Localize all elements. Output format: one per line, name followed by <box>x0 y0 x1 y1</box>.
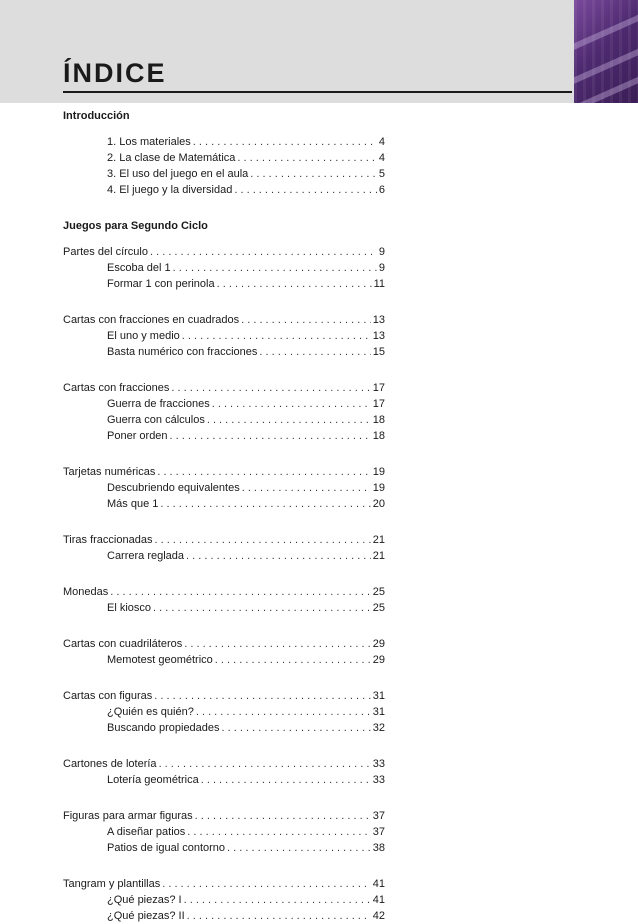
toc-group <box>63 312 385 360</box>
page-number: 37 <box>372 810 385 822</box>
entry-label: Figuras para armar figuras <box>63 810 193 822</box>
toc-subentry[interactable] <box>63 344 385 360</box>
page-number: 19 <box>372 482 385 494</box>
entry-label: Guerra de fracciones <box>107 398 210 410</box>
entry-label: 2. La clase de Matemática <box>107 152 236 164</box>
dot-leader <box>162 876 371 892</box>
toc-group <box>63 808 385 856</box>
toc-subentry[interactable] <box>63 260 385 276</box>
dot-leader <box>259 344 370 360</box>
page-title: ÍNDICE <box>63 58 167 88</box>
dot-leader <box>227 840 371 856</box>
toc-subentry[interactable] <box>63 496 385 512</box>
dot-leader <box>173 260 377 276</box>
entry-label: Cartones de lotería <box>63 758 157 770</box>
dot-leader <box>217 276 372 292</box>
dot-leader <box>110 584 370 600</box>
entry-label: Tarjetas numéricas <box>63 466 156 478</box>
entry-label: Poner orden <box>107 430 168 442</box>
entry-label: Patios de igual contorno <box>107 842 226 854</box>
toc-subentry[interactable] <box>63 840 385 856</box>
intro-list <box>63 134 385 198</box>
corner-photo <box>574 0 638 103</box>
toc-group <box>63 532 385 564</box>
entry-label: Tiras fraccionadas <box>63 534 153 546</box>
toc-entry[interactable] <box>63 464 385 480</box>
dot-leader <box>234 182 377 198</box>
section-heading-intro: Introducción <box>63 110 130 122</box>
toc-group <box>63 584 385 616</box>
page-number: 17 <box>372 398 385 410</box>
page-number: 9 <box>378 246 385 258</box>
entry-label: Descubriendo equivalentes <box>107 482 240 494</box>
toc-group <box>63 244 385 292</box>
dot-leader <box>241 312 371 328</box>
dot-leader <box>154 532 370 548</box>
entry-label: Tangram y plantillas <box>63 878 161 890</box>
dot-leader <box>237 150 376 166</box>
page-number: 42 <box>372 910 385 922</box>
toc-subentry[interactable] <box>63 652 385 668</box>
dot-leader <box>196 704 371 720</box>
toc-group <box>63 464 385 512</box>
entry-label: 1. Los materiales <box>107 136 191 148</box>
entry-label: Cartas con fracciones <box>63 382 170 394</box>
entry-label: 4. El juego y la diversidad <box>107 184 233 196</box>
dot-leader <box>195 808 371 824</box>
entry-label: El uno y medio <box>107 330 180 342</box>
dot-leader <box>187 908 371 924</box>
page-number: 25 <box>372 586 385 598</box>
toc-group <box>63 636 385 668</box>
dot-leader <box>170 428 371 444</box>
entry-label: Cartas con fracciones en cuadrados <box>63 314 240 326</box>
entry-label: El kiosco <box>107 602 152 614</box>
toc-subentry[interactable] <box>63 480 385 496</box>
page-number: 41 <box>372 878 385 890</box>
page-number: 25 <box>372 602 385 614</box>
dot-leader <box>153 600 371 616</box>
page-number: 31 <box>372 706 385 718</box>
toc-subentry[interactable] <box>63 720 385 736</box>
dot-leader <box>207 412 371 428</box>
dot-leader <box>184 636 371 652</box>
page-number: 18 <box>372 430 385 442</box>
dot-leader <box>171 380 370 396</box>
toc-group <box>63 380 385 444</box>
dot-leader <box>212 396 371 412</box>
toc-entry[interactable] <box>63 808 385 824</box>
dot-leader <box>187 824 370 840</box>
page-number: 29 <box>372 654 385 666</box>
toc-subentry[interactable] <box>63 772 385 788</box>
dot-leader <box>193 134 377 150</box>
toc-subentry[interactable] <box>63 150 385 166</box>
toc-subentry[interactable] <box>63 328 385 344</box>
page-number: 31 <box>372 690 385 702</box>
entry-label: Buscando propiedades <box>107 722 220 734</box>
entry-label: Basta numérico con fracciones <box>107 346 258 358</box>
toc-subentry[interactable] <box>63 396 385 412</box>
dot-leader <box>242 480 371 496</box>
entry-label: Escoba del 1 <box>107 262 171 274</box>
dot-leader <box>222 720 371 736</box>
page-number: 33 <box>372 774 385 786</box>
toc-subentry[interactable] <box>63 704 385 720</box>
entry-label: Cartas con cuadriláteros <box>63 638 183 650</box>
toc-entry[interactable] <box>63 584 385 600</box>
toc-entry[interactable] <box>63 688 385 704</box>
toc-entry[interactable] <box>63 312 385 328</box>
page-number: 17 <box>372 382 385 394</box>
page-number: 21 <box>372 550 385 562</box>
page-number: 18 <box>372 414 385 426</box>
entry-label: Monedas <box>63 586 109 598</box>
dot-leader <box>157 464 370 480</box>
title-rule <box>63 91 572 93</box>
toc-entry[interactable] <box>63 532 385 548</box>
section-heading-games: Juegos para Segundo Ciclo <box>63 220 208 232</box>
entry-label: Memotest geométrico <box>107 654 213 666</box>
entry-label: 3. El uso del juego en el aula <box>107 168 249 180</box>
page-number: 37 <box>372 826 385 838</box>
toc-entry[interactable] <box>63 636 385 652</box>
toc-subentry[interactable] <box>63 134 385 150</box>
toc-subentry[interactable] <box>63 166 385 182</box>
page-number: 20 <box>372 498 385 510</box>
entry-label: ¿Qué piezas? II <box>107 910 185 922</box>
dot-leader <box>250 166 377 182</box>
page-number: 29 <box>372 638 385 650</box>
page-number: 19 <box>372 466 385 478</box>
dot-leader <box>215 652 371 668</box>
page-number: 38 <box>372 842 385 854</box>
dot-leader <box>182 328 371 344</box>
entry-label: Lotería geométrica <box>107 774 199 786</box>
entry-label: Cartas con figuras <box>63 690 153 702</box>
dot-leader <box>201 772 371 788</box>
table-of-contents <box>63 108 385 924</box>
page-number: 4 <box>378 152 385 164</box>
page-number: 6 <box>378 184 385 196</box>
page-number: 9 <box>378 262 385 274</box>
toc-subentry[interactable] <box>63 412 385 428</box>
page-number: 33 <box>372 758 385 770</box>
page-number: 32 <box>372 722 385 734</box>
dot-leader <box>154 688 370 704</box>
page-number: 11 <box>373 278 385 290</box>
entry-label: Partes del círculo <box>63 246 148 258</box>
toc-entry[interactable] <box>63 756 385 772</box>
page-number: 21 <box>372 534 385 546</box>
page-number: 13 <box>372 330 385 342</box>
toc-subentry[interactable] <box>63 892 385 908</box>
page-number: 15 <box>372 346 385 358</box>
dot-leader <box>160 496 370 512</box>
toc-subentry[interactable] <box>63 600 385 616</box>
games-list <box>63 244 385 924</box>
entry-label: A diseñar patios <box>107 826 186 838</box>
page-number: 13 <box>372 314 385 326</box>
toc-subentry[interactable] <box>63 824 385 840</box>
entry-label: ¿Qué piezas? I <box>107 894 182 906</box>
dot-leader <box>186 548 371 564</box>
entry-label: Formar 1 con perinola <box>107 278 215 290</box>
entry-label: Carrera reglada <box>107 550 185 562</box>
page-number: 4 <box>378 136 385 148</box>
toc-subentry[interactable] <box>63 908 385 924</box>
toc-subentry[interactable] <box>63 428 385 444</box>
toc-group <box>63 756 385 788</box>
toc-entry[interactable] <box>63 244 385 260</box>
dot-leader <box>184 892 371 908</box>
toc-group <box>63 688 385 736</box>
entry-label: ¿Quién es quién? <box>107 706 194 718</box>
toc-group <box>63 876 385 924</box>
toc-subentry[interactable] <box>63 276 385 292</box>
page-number: 5 <box>378 168 385 180</box>
toc-subentry[interactable] <box>63 548 385 564</box>
entry-label: Guerra con cálculos <box>107 414 205 426</box>
toc-entry[interactable] <box>63 380 385 396</box>
dot-leader <box>150 244 377 260</box>
dot-leader <box>159 756 371 772</box>
entry-label: Más que 1 <box>107 498 159 510</box>
toc-subentry[interactable] <box>63 182 385 198</box>
toc-entry[interactable] <box>63 876 385 892</box>
page-number: 41 <box>372 894 385 906</box>
